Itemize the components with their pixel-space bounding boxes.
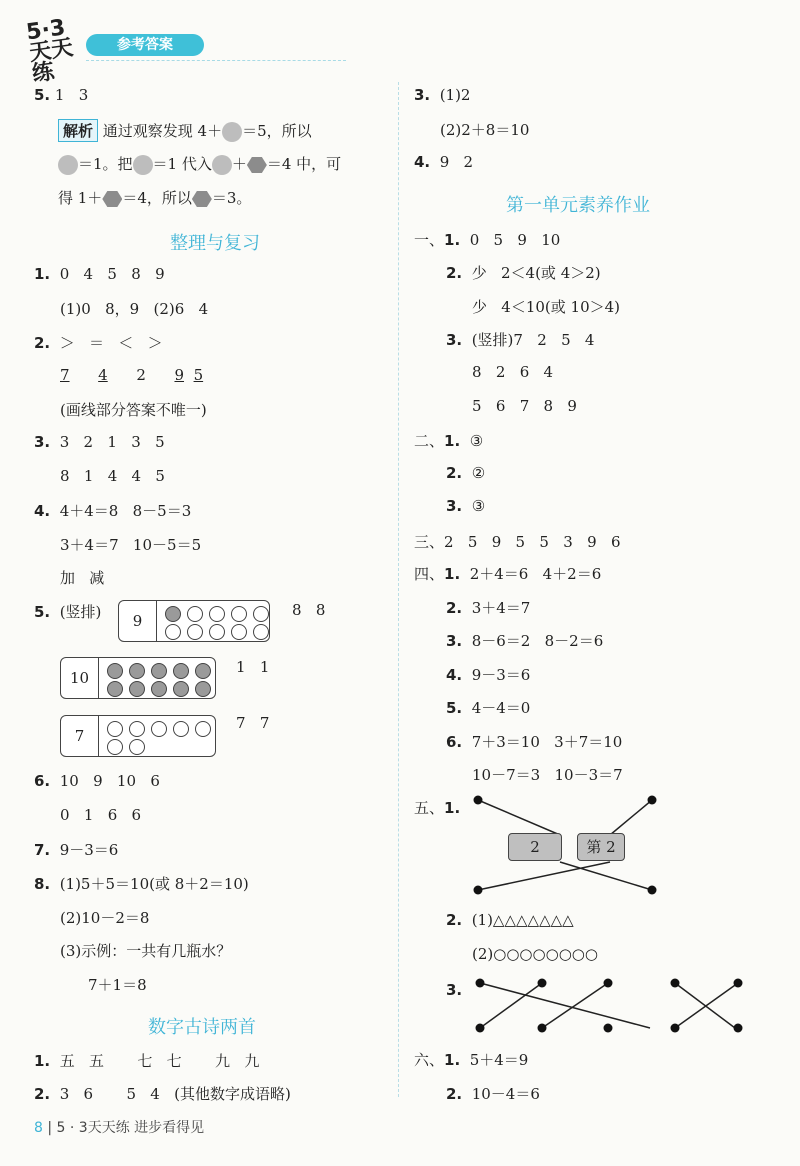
right-q4: 4. 9 2 (414, 153, 474, 171)
match-dot (671, 979, 680, 988)
s1-3a: 3. (竖排)7 2 5 4 (446, 331, 595, 349)
header-tab: 参考答案 (86, 34, 204, 56)
s5-2b: (2)○○○○○○○○ (472, 945, 598, 963)
left-q3-b: 8 1 4 4 5 (60, 467, 165, 485)
match-line (480, 983, 542, 1028)
match-dot (648, 886, 657, 895)
s4-1: 四、1. 2＋4＝6 4＋2＝6 (414, 565, 602, 583)
left-q5-top: 5. 1 3 (34, 86, 89, 104)
gray-circle-icon (222, 122, 242, 142)
left-q2-c: (画线部分答案不唯一) (60, 401, 207, 419)
s3: 三、2 5 9 5 5 3 9 6 (414, 533, 621, 551)
s5-1: 五、1. (414, 799, 461, 817)
s1-3c: 5 6 7 8 9 (472, 397, 577, 415)
s4-4: 4. 9－3＝6 (446, 666, 531, 684)
ten-frame-9: 9 (118, 600, 270, 642)
right-q3-b: (2)2＋8＝10 (440, 121, 530, 139)
s1-3b: 8 2 6 4 (472, 363, 554, 381)
left-p2: 2. 3 6 5 4 (其他数字成语略) (34, 1085, 291, 1103)
match-line (610, 800, 652, 835)
match-dot (538, 1024, 547, 1033)
matching-diagram-3 (470, 975, 750, 1037)
s1-2b: 少 4＜10(或 10＞4) (472, 298, 621, 316)
gray-circle-icon (212, 155, 232, 175)
left-q6-a: 6. 10 9 10 6 (34, 772, 160, 790)
gray-circle-icon (58, 155, 78, 175)
s5-3: 3. (446, 981, 463, 999)
header (24, 15, 788, 88)
left-q8-d: 7＋1＝8 (88, 976, 147, 994)
left-q4-b: 3＋4＝7 10－5＝5 (60, 536, 202, 554)
match-dot (734, 1024, 743, 1033)
gray-hexagon-icon (247, 157, 267, 173)
left-q3-a: 3. 3 2 1 3 5 (34, 433, 165, 451)
left-q2-a: 2. ＞ ＝ ＜ ＞ (34, 334, 163, 352)
s6-1: 六、1. 5＋4＝9 (414, 1051, 529, 1069)
matching-diagram-1 (460, 790, 670, 900)
left-q8-a: 8. (1)5＋5＝10(或 8＋2＝10) (34, 875, 249, 893)
match-dot (474, 886, 483, 895)
left-q2-b: 7 4 2 9 5 (60, 366, 204, 384)
s4-3: 3. 8－6＝2 8－2＝6 (446, 632, 604, 650)
left-q5-ans2: 1 1 (236, 658, 270, 676)
left-q5-ans3: 7 7 (236, 714, 270, 732)
left-q4-c: 加 减 (60, 569, 105, 587)
footer-text: | 5 · 3天天练 进步看得见 (47, 1120, 205, 1136)
left-q8-b: (2)10－2＝8 (60, 909, 150, 927)
match-dot (538, 979, 547, 988)
right-q3-a: 3. (1)2 (414, 86, 471, 104)
s5-2a: 2. (1)△△△△△△△ (446, 911, 574, 929)
left-p1: 1. 五 五 七 七 九 九 (34, 1052, 260, 1070)
section-title-poems: 数字古诗两首 (148, 1017, 256, 1038)
s2-2: 2. ② (446, 464, 486, 482)
match-line (480, 983, 650, 1028)
answer-box-2: 2 (508, 833, 562, 861)
left-q5-prefix: 5. (竖排) (34, 603, 102, 621)
footer (34, 1117, 204, 1137)
left-q4-a: 4. 4＋4＝8 8－5＝3 (34, 502, 192, 520)
analysis-line-3: 得 1＋ ＝4，所以 ＝3。 (58, 189, 252, 207)
gray-hexagon-icon (102, 191, 122, 207)
match-dot (604, 1024, 613, 1033)
s2-3: 3. ③ (446, 497, 486, 515)
left-q1-b: (1)0 8，9 (2)6 4 (60, 300, 209, 318)
ten-frame-7: 7 (60, 715, 216, 757)
section-title-unit1: 第一单元素养作业 (506, 195, 650, 216)
analysis-tag: 解析 (58, 119, 98, 142)
answer-box-di2: 第 2 (577, 833, 625, 861)
left-q1-a: 1. 0 4 5 8 9 (34, 265, 165, 283)
s1-2a: 2. 少 2＜4(或 4＞2) (446, 264, 601, 282)
match-dot (671, 1024, 680, 1033)
match-line (542, 983, 608, 1028)
analysis-line-2: ＝1。把 ＝1 代入 ＋ ＝4 中，可 (58, 153, 341, 175)
match-dot (474, 796, 483, 805)
s4-6a: 6. 7＋3＝10 3＋7＝10 (446, 733, 623, 751)
s1-1: 一、1. 0 5 9 10 (414, 231, 561, 249)
analysis-line-1: 解析 通过观察发现 4＋ ＝5，所以 (58, 119, 312, 142)
gray-circle-icon (133, 155, 153, 175)
left-q7: 7. 9－3＝6 (34, 841, 119, 859)
s2-1: 二、1. ③ (414, 432, 484, 450)
match-dot (476, 1024, 485, 1033)
left-q6-b: 0 1 6 6 (60, 806, 142, 824)
left-q8-c: (3)示例：一共有几瓶水？ (60, 942, 232, 960)
page-number: 8 (34, 1120, 43, 1136)
s4-6b: 10－7＝3 10－3＝7 (472, 766, 623, 784)
s4-5: 5. 4－4＝0 (446, 699, 531, 717)
s4-2: 2. 3＋4＝7 (446, 599, 531, 617)
left-q5-ans1: 8 8 (292, 601, 326, 619)
match-dot (734, 979, 743, 988)
match-line (560, 862, 652, 890)
section-title-review: 整理与复习 (170, 233, 260, 254)
gray-hexagon-icon (192, 191, 212, 207)
match-dot (476, 979, 485, 988)
ten-frame-10: 10 (60, 657, 216, 699)
header-divider (86, 60, 346, 61)
match-dot (604, 979, 613, 988)
match-dot (648, 796, 657, 805)
match-line (478, 862, 610, 890)
logo: 5·3天天练 (24, 15, 75, 88)
s6-2: 2. 10－4＝6 (446, 1085, 540, 1103)
column-divider (398, 82, 399, 1097)
match-line (478, 800, 560, 835)
